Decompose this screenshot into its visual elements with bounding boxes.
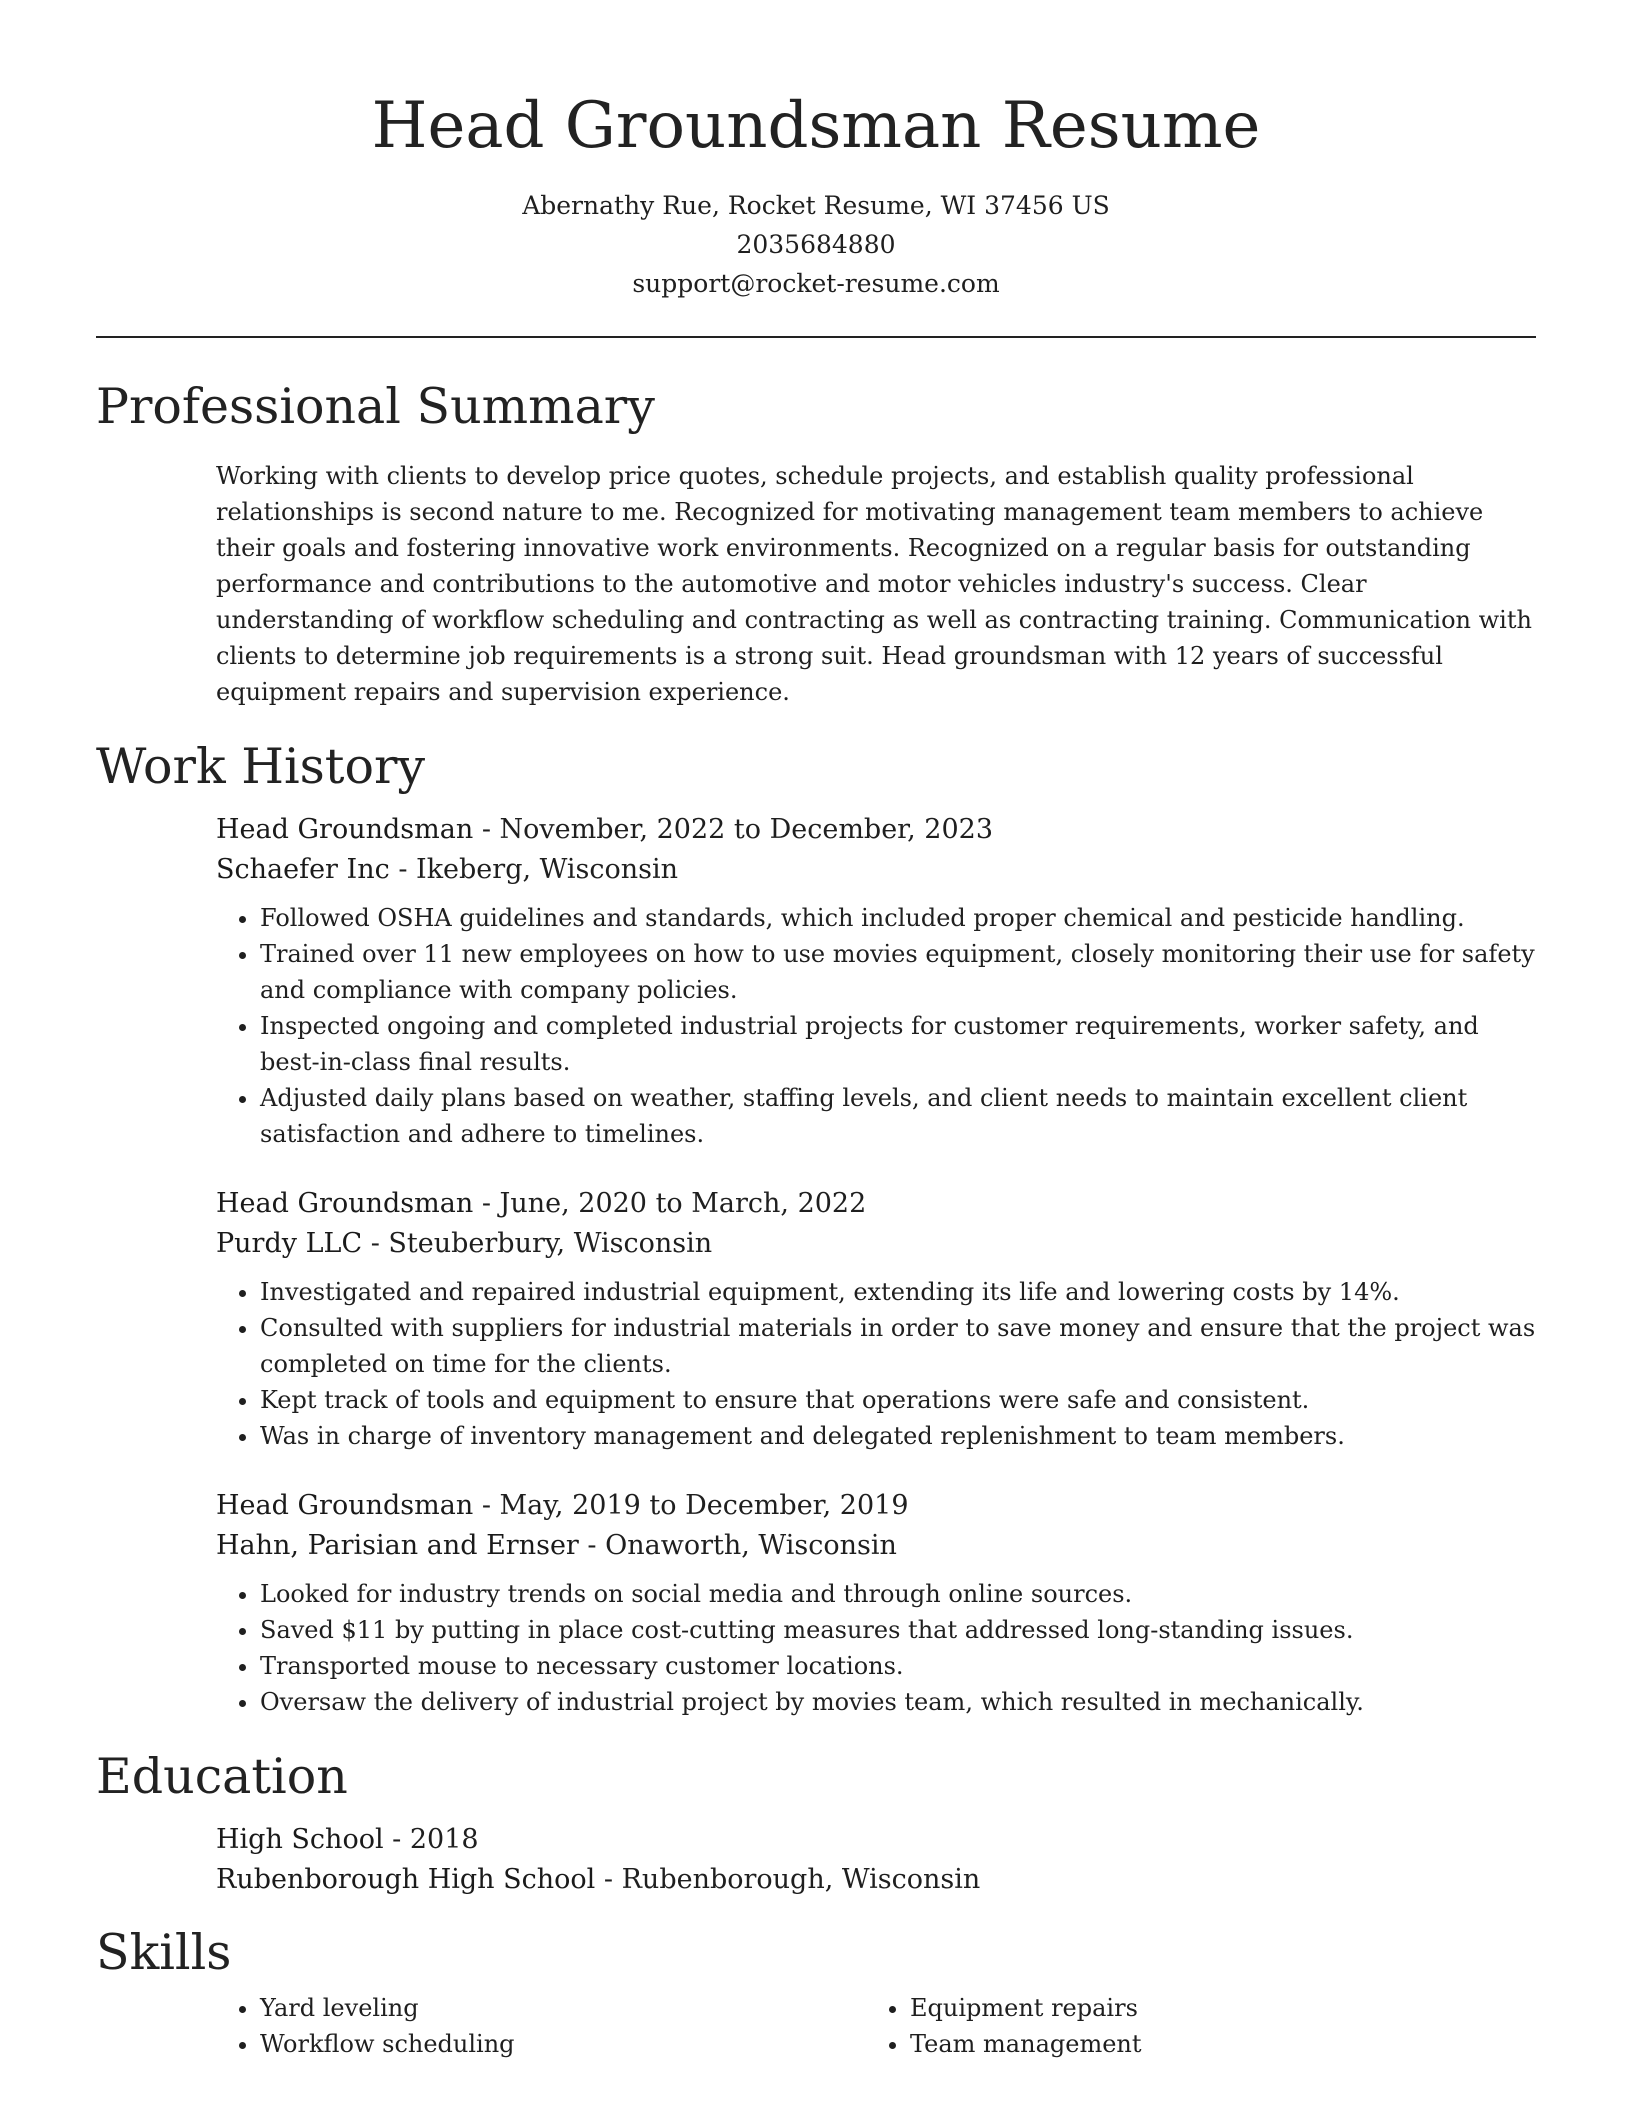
job-bullet: • Trained over 11 new employees on how to use movies equipment, closely monitoring their use for safety and compliance with company policies.: [260, 936, 1536, 1008]
header-divider: [96, 336, 1536, 338]
job-title-line: [216, 1486, 1536, 1526]
skills-list-left: [216, 1990, 866, 2062]
education-degree: High School: [216, 1824, 384, 1855]
job-entry: [216, 1184, 1536, 1454]
job-title: Head Groundsman: [216, 814, 474, 845]
job-entry: [216, 810, 1536, 1152]
job-dates: - November, 2022 to December, 2023: [473, 814, 993, 845]
job-location: - Onaworth, Wisconsin: [578, 1530, 897, 1561]
education-heading: Education: [96, 1748, 348, 1805]
work-history-section: [96, 736, 1536, 1720]
job-dates: - May, 2019 to December, 2019: [473, 1490, 909, 1521]
summary-body: [216, 458, 1536, 710]
contact-email: support@rocket-resume.com: [632, 269, 1000, 298]
job-bullets: [216, 1274, 1536, 1454]
job-title: Head Groundsman: [216, 1188, 474, 1219]
contact-phone: 2035684880: [736, 230, 896, 259]
education-degree-line: [216, 1820, 1536, 1860]
work-history-heading: Work History: [96, 738, 426, 795]
job-bullet: • Kept track of tools and equipment to ensure that operations were safe and consistent.: [260, 1382, 1536, 1418]
skills-heading: Skills: [96, 1924, 232, 1981]
job-bullets: [216, 1576, 1536, 1720]
education-school-line: [216, 1860, 1536, 1900]
skill-item: • Workflow scheduling: [260, 2026, 866, 2062]
job-bullet: • Inspected ongoing and completed industrial projects for customer requirements, worker safety, and best-in-class final results.: [260, 1008, 1536, 1080]
job-location: - Steuberbury, Wisconsin: [362, 1228, 713, 1259]
resume-page: [96, 0, 1536, 2062]
job-dates: - June, 2020 to March, 2022: [473, 1188, 867, 1219]
education-school: Rubenborough High School: [216, 1864, 596, 1895]
education-location: - Rubenborough, Wisconsin: [595, 1864, 981, 1895]
contact-address: Abernathy Rue, Rocket Resume, WI 37456 US: [522, 191, 1110, 220]
skills-column-left: [216, 1990, 866, 2062]
summary-section: [96, 376, 1536, 710]
job-bullet: • Adjusted daily plans based on weather, staffing levels, and client needs to maintain excellent client satisfaction and adhere to timelines.: [260, 1080, 1536, 1152]
skills-list-right: [866, 1990, 1516, 2062]
job-company-line: [216, 850, 1536, 890]
contact-block: [96, 186, 1536, 303]
job-company-line: [216, 1224, 1536, 1264]
job-title-line: [216, 1184, 1536, 1224]
job-bullet: • Oversaw the delivery of industrial project by movies team, which resulted in mechanically.: [260, 1684, 1536, 1720]
education-section: [96, 1746, 1536, 1900]
skill-item: • Equipment repairs: [910, 1990, 1516, 2026]
summary-heading: Professional Summary: [96, 378, 655, 435]
job-bullet: • Investigated and repaired industrial equipment, extending its life and lowering costs by 14%.: [260, 1274, 1536, 1310]
job-location: - Ikeberg, Wisconsin: [389, 854, 679, 885]
resume-header: [96, 0, 1536, 303]
job-title-line: [216, 810, 1536, 850]
education-entry: [216, 1820, 1536, 1900]
job-company: Hahn, Parisian and Ernser: [216, 1530, 579, 1561]
job-bullets: [216, 900, 1536, 1152]
skills-section: [96, 1922, 1536, 2062]
skills-column-right: [866, 1990, 1516, 2062]
job-bullet: • Saved $11 by putting in place cost-cutting measures that addressed long-standing issues.: [260, 1612, 1536, 1648]
job-company-line: [216, 1526, 1536, 1566]
skill-item: • Yard leveling: [260, 1990, 866, 2026]
skill-item: • Team management: [910, 2026, 1516, 2062]
job-company: Schaefer Inc: [216, 854, 390, 885]
job-company: Purdy LLC: [216, 1228, 363, 1259]
job-bullet: • Consulted with suppliers for industrial materials in order to save money and ensure that the project was completed on time for the clients.: [260, 1310, 1536, 1382]
job-bullet: • Followed OSHA guidelines and standards, which included proper chemical and pesticide handling.: [260, 900, 1536, 936]
job-bullet: • Was in charge of inventory management and delegated replenishment to team members.: [260, 1418, 1536, 1454]
job-entry: [216, 1486, 1536, 1720]
education-year: - 2018: [383, 1824, 479, 1855]
resume-title: Head Groundsman Resume: [371, 89, 1261, 163]
job-bullet: • Looked for industry trends on social media and through online sources.: [260, 1576, 1536, 1612]
job-bullet: • Transported mouse to necessary customer locations.: [260, 1648, 1536, 1684]
summary-text: Working with clients to develop price quotes, schedule projects, and establish quality professional relationships is second nature to me. Recognized for motivating management team members to achieve their goals and fostering innovative work environments. Recognized on a regular basis for outstanding performance and contributions to the automotive and motor vehicles industry's success. Clear understanding of workflow scheduling and contracting as well as contracting training. Communication with clients to determine job requirements is a strong suit. Head groundsman with 12 years of successful equipment repairs and supervision experience.: [216, 462, 1532, 706]
skills-grid: [216, 1990, 1536, 2062]
job-title: Head Groundsman: [216, 1490, 474, 1521]
